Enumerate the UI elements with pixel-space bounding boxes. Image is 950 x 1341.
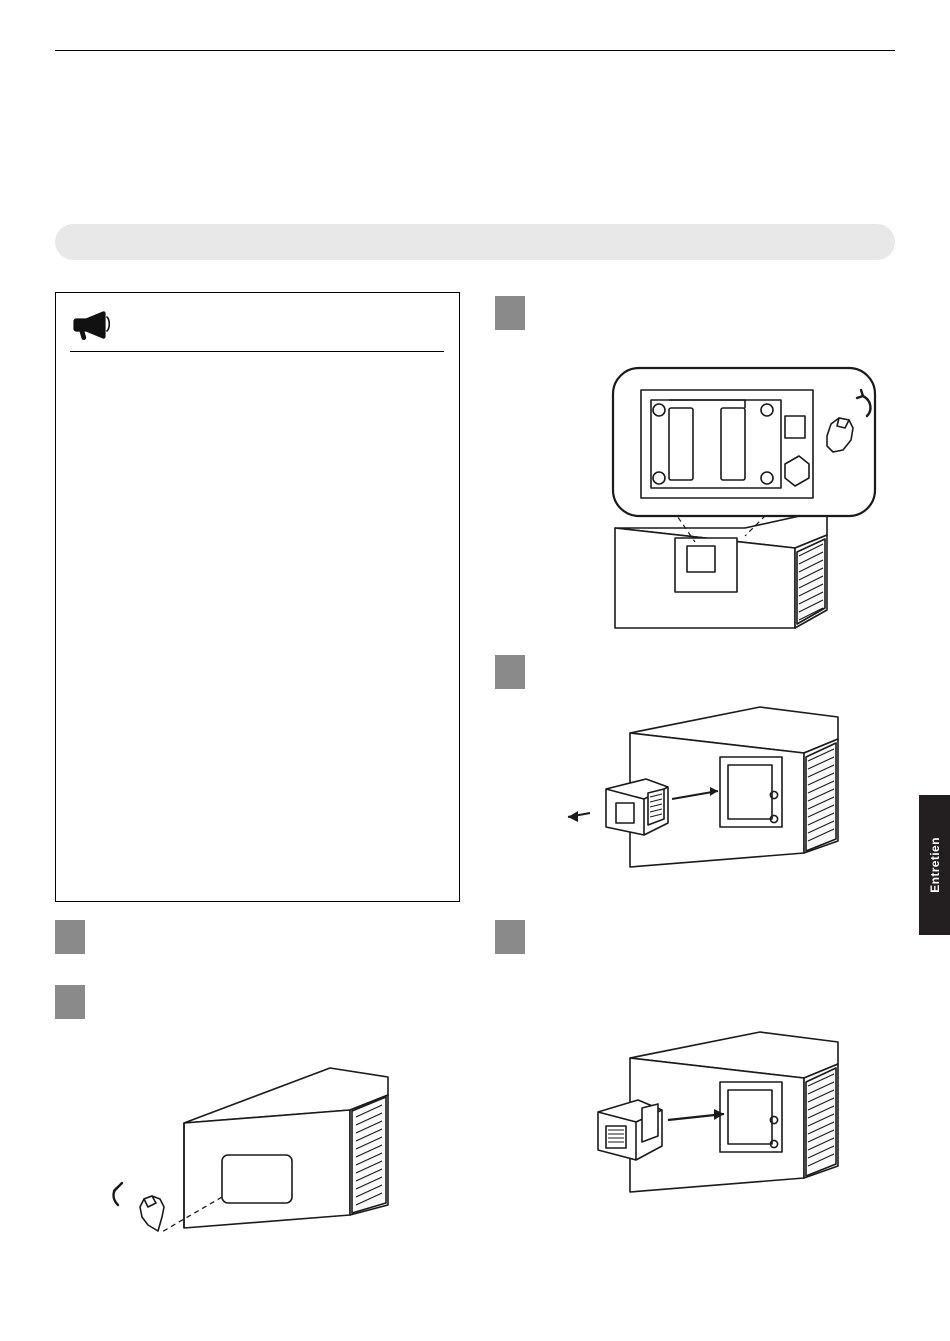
lamp-remove-figure	[560, 695, 900, 885]
notice-divider	[70, 351, 444, 352]
step-marker-3	[495, 296, 525, 330]
lamp-insert-figure	[560, 1020, 900, 1210]
step-marker-2	[55, 985, 85, 1019]
section-tab-label: Entretien	[927, 837, 942, 893]
megaphone-icon	[70, 307, 112, 341]
step-marker-1	[55, 920, 85, 954]
notice-box	[55, 292, 460, 902]
lamp-latch-closeup-figure	[595, 360, 895, 640]
header-rule	[55, 50, 895, 51]
projector-cover-screw-figure	[100, 1055, 430, 1255]
section-banner	[55, 224, 895, 260]
step-marker-5	[495, 920, 525, 954]
section-tab	[919, 795, 950, 935]
step-marker-4	[495, 655, 525, 689]
